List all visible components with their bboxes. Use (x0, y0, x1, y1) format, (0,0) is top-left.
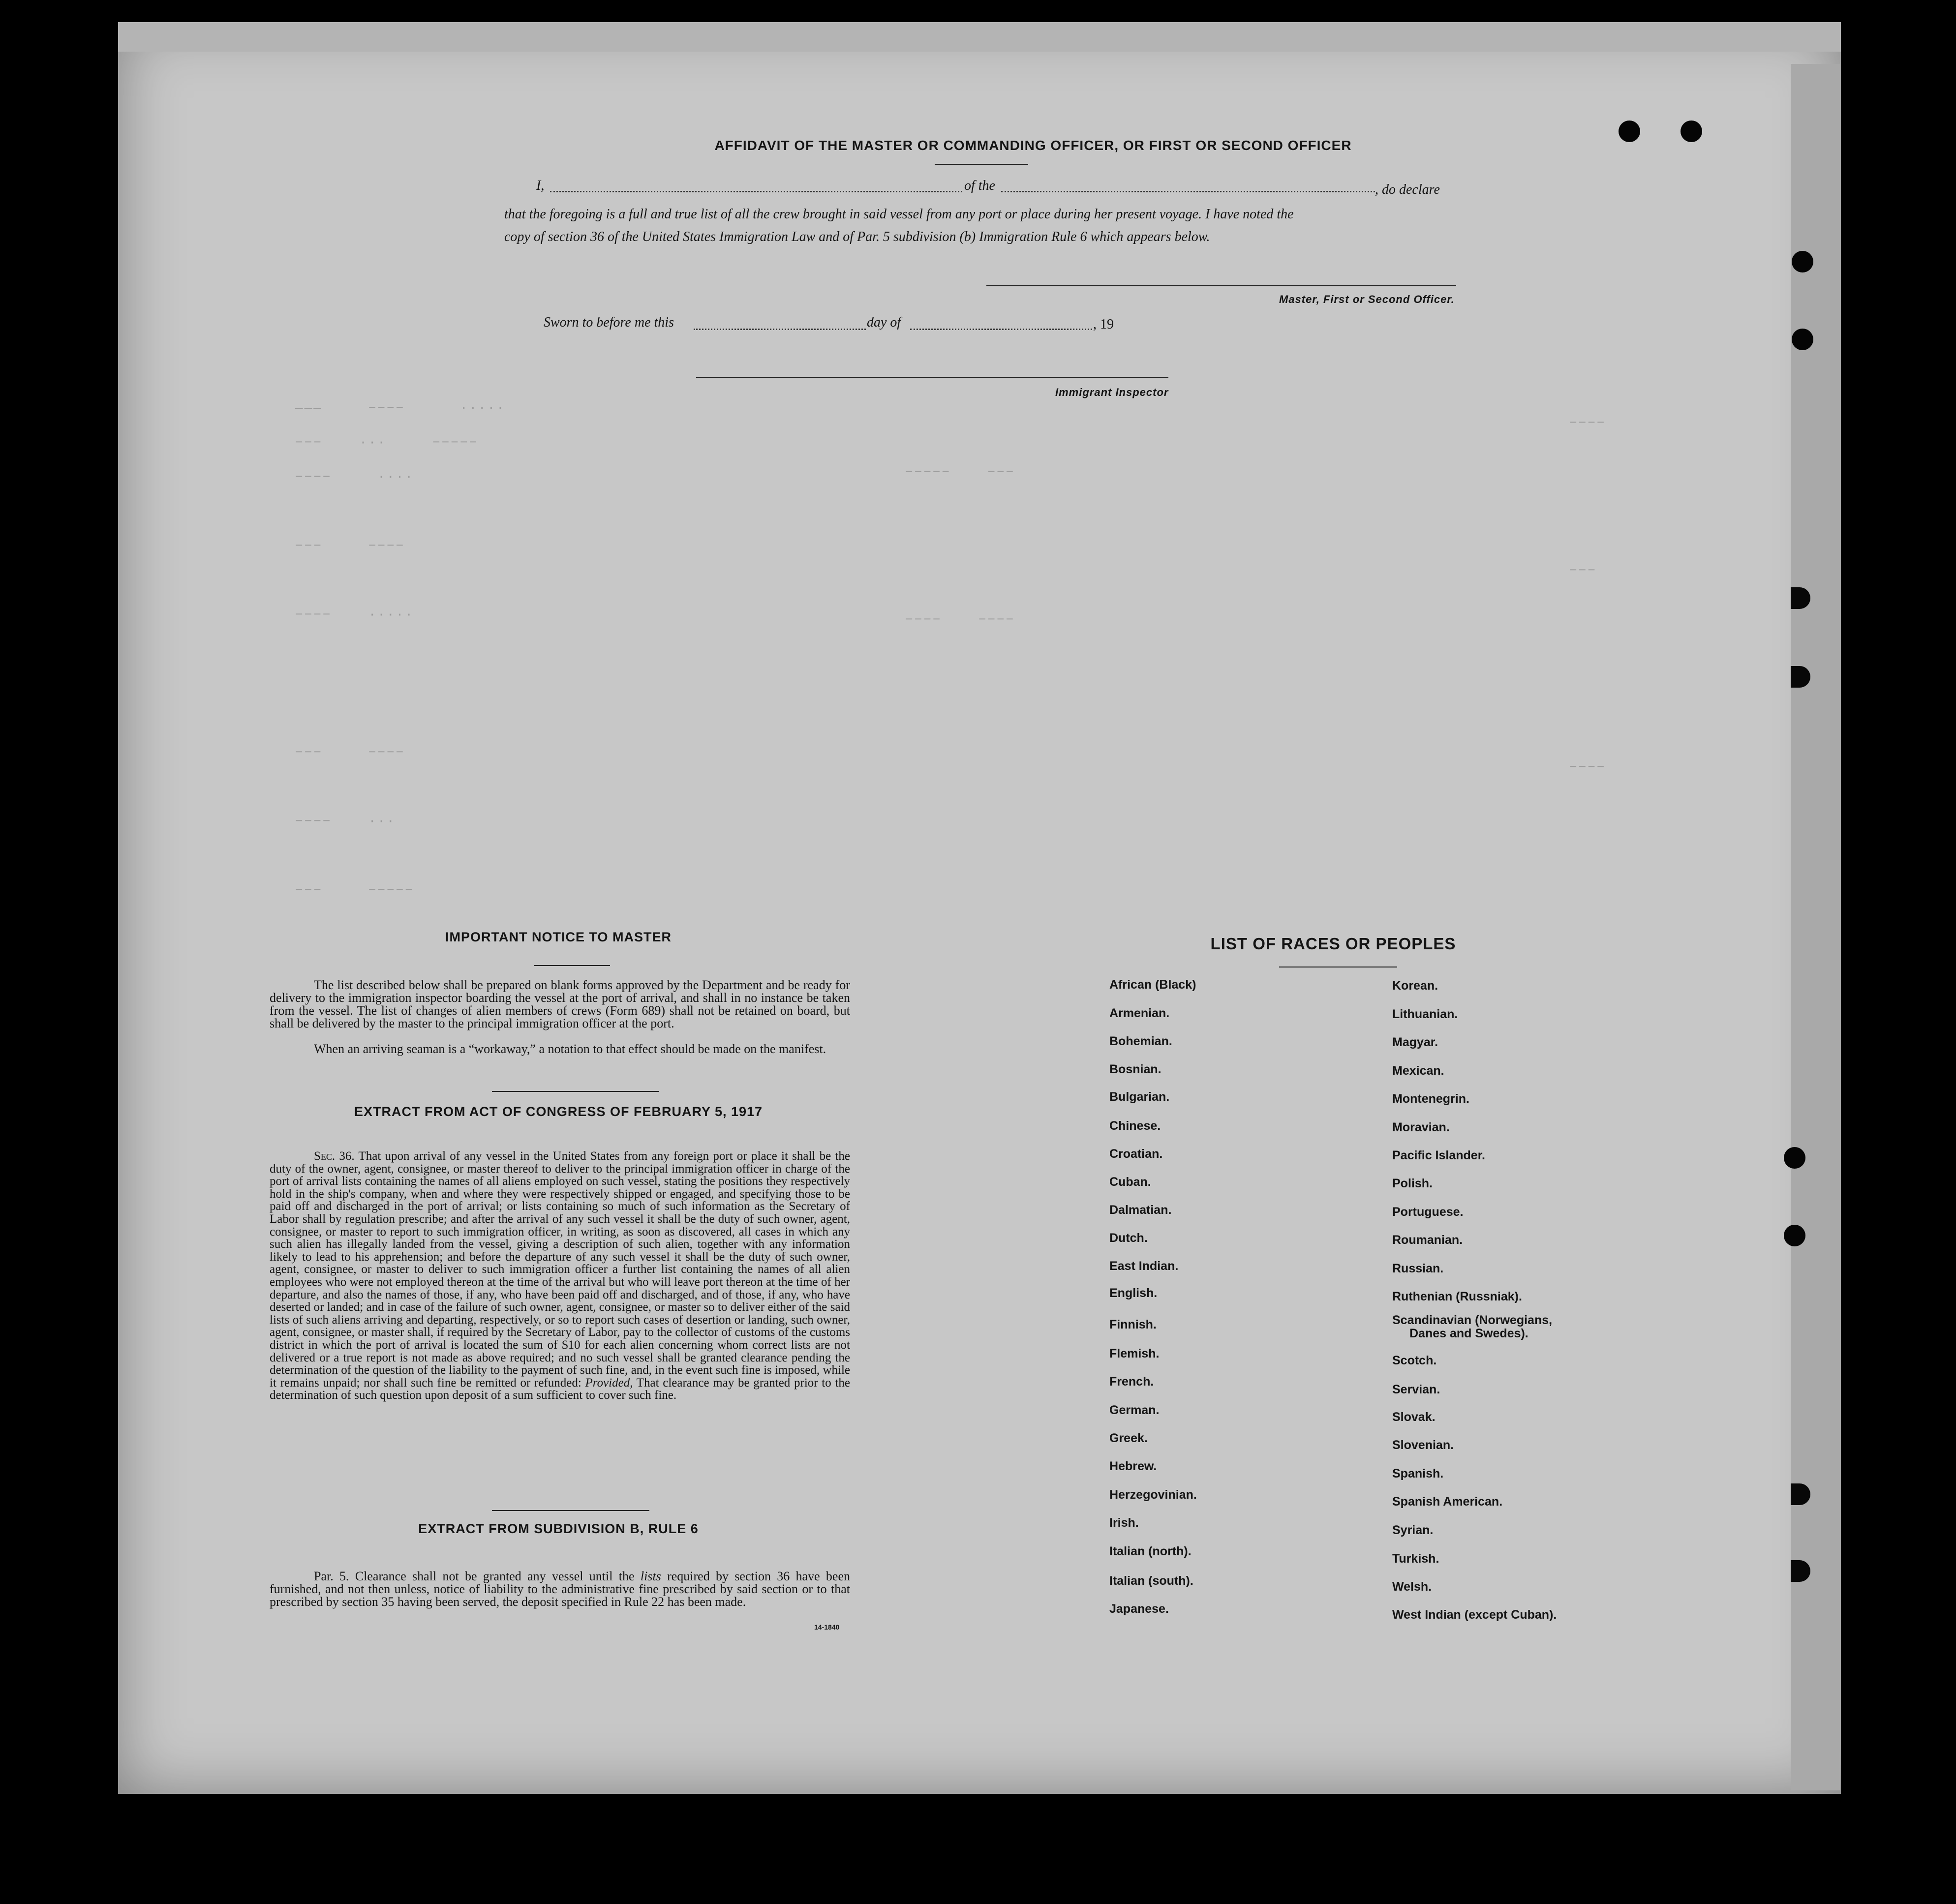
races-left-item: Cuban. (1109, 1175, 1151, 1189)
extract-act-text: That upon arrival of any vessel in the United States from any foreign port or place it shall be the duty of the owner, agent, consignee, or master thereof to deliver to the principal immigration officer in charge of the port of arrival lists containing the names of all aliens employed on such vessel, stating the positions they respectively hold in the ship's company, when and where they were respectively shipped or engaged, and specifying those to be paid off and discharged in the port of arrival; or lists containing so much of such information as the Secretary of Labor shall by regulation prescribe; and after the arrival of any such vessel it shall be the duty of such owner, agent, consignee, or master to report to such immigration officer, in writing, as soon as discovered, all cases in which any such alien has illegally landed from the vessel, giving a description of such alien, together with any information likely to lead to his apprehension; and before the departure of any such vessel it shall be the duty of such owner, agent, consignee, or master to deliver to such immigration officer a further list containing the names of all alien employees who were not employed thereon at the time of the arrival but who will leave port thereon at the time of her departure, and also the names of those, if any, who have been paid off and discharged, and of those, if any, who have deserted or landed; and in case of the failure of such owner, agent, consignee, or master so to deliver either of the said lists of such aliens arriving and departing, respectively, or so to report such cases of desertion or landing, such owner, agent, consignee, or master shall, if required by the Secretary of Labor, pay to the collector of customs of the customs district in which the port of arrival is located the sum of $10 for each alien concerning whom correct lists are not delivered or a true report is not made as above required; and no such vessel shall be granted clearance pending the determination of the question of the liability to the payment of such fine, and, in the event such fine is imposed, while it remains unpaid; nor shall such fine be remitted or refunded: (270, 1149, 850, 1390)
races-right-item: Portuguese. (1392, 1205, 1464, 1219)
top-band (118, 22, 1841, 52)
races-right-item: Welsh. (1392, 1580, 1432, 1594)
punch-hole (1784, 1225, 1805, 1246)
extract-rule-body (270, 1570, 850, 1608)
races-right-item: Danes and Swedes). (1409, 1327, 1528, 1340)
sworn-prefix: Sworn to before me this (544, 315, 674, 330)
title-rule (935, 164, 1028, 165)
races-right-item: West Indian (except Cuban). (1392, 1608, 1557, 1622)
sworn-year: , 19 (1093, 317, 1114, 332)
bleed-through-mark: −−−− −−−− (905, 612, 1015, 627)
affidavit-line3: copy of section 36 of the United States Immigration Law and of Par. 5 subdivision (b) Immigration Rule 6 which appears below. (504, 229, 1210, 244)
notice-paragraph-1: The list described below shall be prepared on blank forms approved by the Department and be ready for delivery to the immigration inspector boarding the vessel at the port of arrival, and shall in no instance be taken from the vessel. The list of changes of alien members of crews (Form 689) shall not be retained on board, but shall be delivered by the master to the principal immigration officer at the port. (270, 978, 850, 1030)
races-left-item: Croatian. (1109, 1147, 1163, 1161)
extract-rule-text-b: required by section 36 have been furnished, and not then unless, notice of liability to the administrative fine prescribed by said section or to that prescribed by section 35 having been served, the deposit specified in Rule 22 has been made. (270, 1569, 851, 1609)
proviso-text: That clearance may be granted prior to the determination of such question upon deposit of a sum sufficient to cover such fine. (270, 1376, 850, 1402)
bleed-through-mark: −−−− ····· (295, 607, 414, 622)
races-left-item: Italian (south). (1109, 1574, 1193, 1588)
races-right-item: Ruthenian (Russniak). (1392, 1290, 1522, 1303)
bleed-through-mark: −−−−− −−− (905, 465, 1015, 480)
races-right-item: Spanish. (1392, 1467, 1444, 1481)
races-left-item: Armenian. (1109, 1006, 1170, 1020)
bleed-through-mark: −−−− ···· (295, 470, 414, 484)
races-right-item: Turkish. (1392, 1552, 1439, 1566)
bleed-through-mark: −−− −−−−− (295, 883, 414, 898)
races-right-item: Slovak. (1392, 1410, 1436, 1424)
bleed-through-mark: ——— −−−− ····· (295, 401, 506, 416)
bleed-through-mark: −−− −−−− (295, 539, 405, 553)
races-left-item: Chinese. (1109, 1119, 1161, 1133)
races-right-item: Syrian. (1392, 1523, 1434, 1537)
races-right-item: Russian. (1392, 1262, 1444, 1275)
races-right-item: Moravian. (1392, 1120, 1450, 1134)
races-right-item: Polish. (1392, 1177, 1433, 1190)
form-number: 14-1840 (814, 1623, 840, 1631)
extract-act-body (270, 1150, 850, 1402)
extract-act-title: EXTRACT FROM ACT OF CONGRESS OF FEBRUARY 5, 1917 (354, 1104, 763, 1119)
punch-hole (1784, 1147, 1805, 1169)
races-left-item: Irish. (1109, 1516, 1139, 1530)
inspector-line[interactable] (696, 377, 1168, 378)
races-left-item: Bohemian. (1109, 1034, 1172, 1048)
affidavit-line1-mid: of the (964, 178, 995, 193)
section-label: Sec. 36. (314, 1149, 355, 1163)
notice-rule (534, 965, 610, 966)
races-right-item: Mexican. (1392, 1064, 1444, 1078)
sworn-mid: day of (867, 315, 901, 330)
bleed-through-mark: −−− −−−− (295, 745, 405, 760)
bleed-through-mark: −−−− (1569, 760, 1606, 775)
name-blank[interactable] (550, 191, 962, 192)
races-left-item: Flemish. (1109, 1347, 1160, 1360)
bleed-through-mark: −−−− ··· (295, 814, 396, 829)
affidavit-line1-prefix: I, (536, 178, 545, 193)
races-left-item: Dalmatian. (1109, 1203, 1172, 1217)
sworn-day-blank[interactable] (694, 329, 866, 330)
signature-line[interactable] (986, 285, 1456, 286)
notice-paragraph-2: When an arriving seaman is a “workaway,” a notation to that effect should be made on the manifest. (314, 1042, 826, 1056)
proviso-word: Provided, (585, 1376, 633, 1390)
races-right-item: Korean. (1392, 979, 1438, 993)
races-right-item: Pacific Islander. (1392, 1148, 1485, 1162)
punch-hole (1792, 251, 1813, 272)
races-right-item: Scotch. (1392, 1354, 1437, 1367)
races-left-item: African (Black) (1109, 978, 1196, 992)
bleed-through-mark: −−−− (1569, 416, 1606, 430)
affidavit-title: AFFIDAVIT OF THE MASTER OR COMMANDING OFFICER, OR FIRST OR SECOND OFFICER (714, 138, 1352, 153)
punch-hole (1792, 329, 1813, 350)
races-right-item: Roumanian. (1392, 1233, 1463, 1247)
inspector-label: Immigrant Inspector (1055, 386, 1169, 398)
races-left-item: German. (1109, 1403, 1160, 1417)
races-right-item: Lithuanian. (1392, 1007, 1458, 1021)
races-left-item: Dutch. (1109, 1231, 1148, 1245)
punch-hole (1619, 121, 1640, 142)
sheet-edge (1791, 64, 1840, 1790)
lists-word: lists (640, 1569, 661, 1583)
races-left-item: Italian (north). (1109, 1544, 1192, 1558)
punch-hole (1681, 121, 1702, 142)
races-left-item: English. (1109, 1286, 1158, 1300)
affidavit-line1-suffix: , do declare (1375, 182, 1440, 197)
races-right-item: Montenegrin. (1392, 1092, 1469, 1106)
races-left-item: Herzegovinian. (1109, 1488, 1197, 1502)
extract-rule-title: EXTRACT FROM SUBDIVISION B, RULE 6 (418, 1521, 699, 1536)
races-right-item: Spanish American. (1392, 1495, 1503, 1509)
bleed-through-mark: −−− ··· −−−−− (295, 435, 479, 450)
affidavit-line2: that the foregoing is a full and true list of all the crew brought in said vessel from any port or place during her present voyage. I have noted the (504, 207, 1294, 222)
extract-rule-text-a: Par. 5. Clearance shall not be granted any vessel until the (314, 1569, 635, 1583)
signature-label: Master, First or Second Officer. (1279, 293, 1455, 305)
extract-separator (492, 1510, 649, 1511)
races-right-item: Servian. (1392, 1383, 1440, 1396)
races-left-item: Bulgarian. (1109, 1090, 1170, 1104)
races-left-item: Bosnian. (1109, 1062, 1161, 1076)
races-left-item: Greek. (1109, 1431, 1148, 1445)
races-left-item: Finnish. (1109, 1318, 1157, 1331)
notice-separator (492, 1091, 659, 1092)
sworn-month-blank[interactable] (910, 329, 1092, 330)
races-left-item: French. (1109, 1375, 1154, 1389)
races-right-item: Scandinavian (Norwegians, (1392, 1313, 1553, 1327)
races-left-item: Japanese. (1109, 1602, 1169, 1616)
races-right-item: Slovenian. (1392, 1438, 1454, 1452)
races-right-item: Magyar. (1392, 1035, 1438, 1049)
races-left-item: East Indian. (1109, 1259, 1179, 1273)
races-left-item: Hebrew. (1109, 1459, 1157, 1473)
races-title: LIST OF RACES OR PEOPLES (1210, 935, 1456, 953)
notice-title: IMPORTANT NOTICE TO MASTER (445, 930, 672, 944)
bleed-through-mark: −−− (1569, 563, 1597, 578)
vessel-blank[interactable] (1001, 191, 1375, 192)
